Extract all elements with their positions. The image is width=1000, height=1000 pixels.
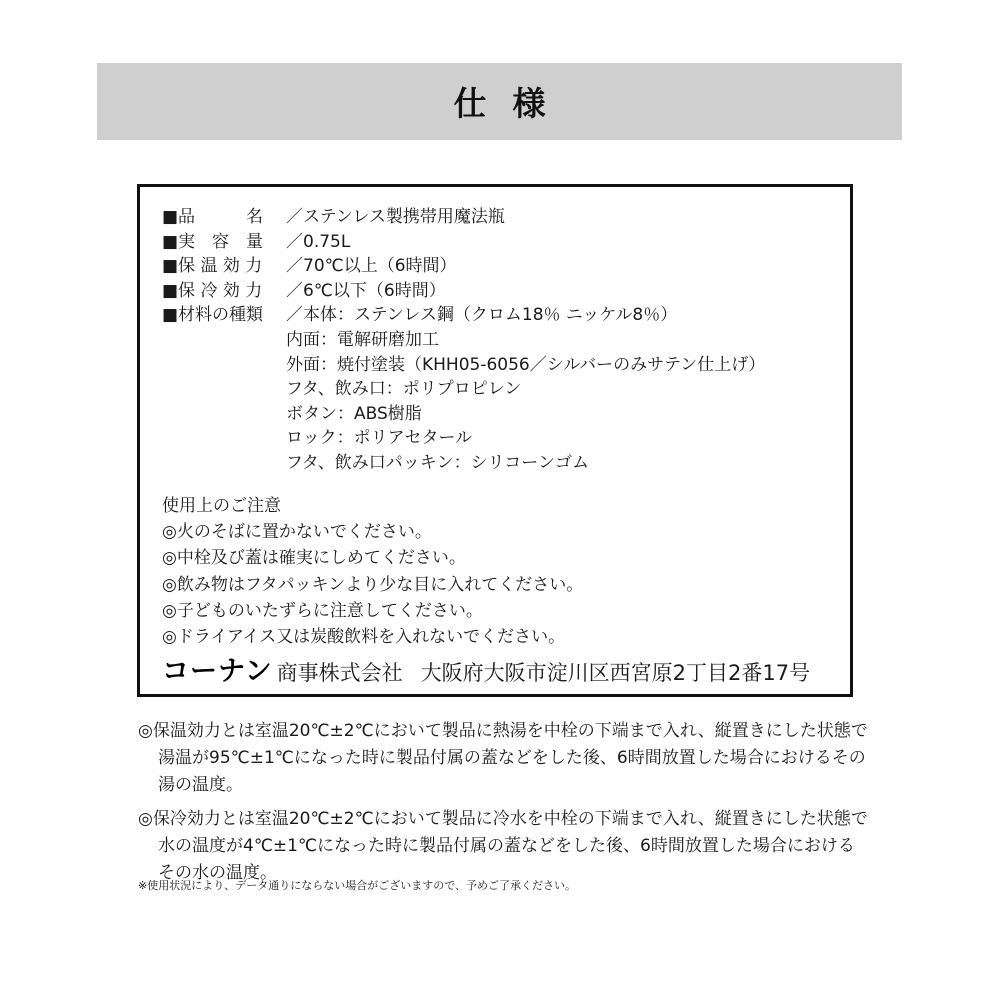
material-item: 外面：焼付塗装（KHH05-6056／シルバーのみサテン仕上げ）	[286, 354, 766, 375]
company-info	[162, 649, 810, 688]
company-logo: コーナン	[162, 656, 273, 687]
spec-row-materials	[162, 303, 765, 328]
spec-row-cold-retention	[162, 279, 765, 304]
material-item: フタ、飲み口：ポリプロピレン	[286, 379, 522, 400]
caution-item: ◎火のそばに置かないでください。	[162, 522, 432, 543]
spec-value: ／本体：ステンレス鋼（クロム18％ ニッケル8％）	[286, 305, 678, 326]
spec-key: ■品 名	[162, 207, 264, 227]
material-item: フタ、飲み口パッキン：シリコーンゴム	[286, 452, 589, 473]
caution-item: ◎子どものいたずらに注意してください。	[162, 600, 483, 621]
spec-row-product-name	[162, 205, 765, 230]
footnote: ※使用状況により、データ通りにならない場合がございますので、予めご了承ください。	[138, 879, 576, 892]
spec-value: ／6℃以下（6時間）	[286, 280, 446, 301]
caution-item: ◎飲み物はフタパッキンより少な目に入れてください。	[162, 574, 584, 595]
spec-key: ■保 温 効 力	[162, 256, 263, 277]
spec-key: ■保 冷 効 力	[162, 280, 263, 301]
spec-key: ■実 容 量	[162, 231, 264, 252]
spec-value: ／70℃以上（6時間）	[286, 256, 457, 277]
caution-item: ◎中栓及び蓋は確実にしめてください。	[162, 548, 466, 569]
notes-section	[138, 718, 868, 894]
caution-section	[162, 493, 583, 650]
spec-box	[137, 184, 853, 697]
material-item: 内面：電解研磨加工	[286, 329, 439, 350]
spec-key: ■材料の種類	[162, 305, 264, 326]
caution-item: ◎ドライアイス又は炭酸飲料を入れないでください。	[162, 627, 566, 648]
material-item: ボタン：ABS樹脂	[286, 403, 422, 424]
note-cold-retention: ◎保冷効力とは室温20℃±2℃において製品に冷水を中栓の下端まで入れ、縦置きにした状態で水の温度が4℃±1℃になった時に製品付属の蓋などをした後、6時間放置した場合におけるその水の温度。	[138, 809, 868, 883]
material-item: ロック：ポリアセタール	[286, 428, 473, 449]
caution-heading: 使用上のご注意	[162, 496, 281, 516]
spec-value: ／0.75L	[286, 231, 351, 252]
company-address: 大阪府大阪市淀川区西宮原2丁目2番17号	[420, 661, 811, 685]
spec-header-bar	[97, 63, 902, 140]
spec-list	[162, 205, 765, 476]
spec-row-heat-retention	[162, 254, 765, 279]
company-name: 商事株式会社	[276, 661, 403, 685]
spec-row-capacity	[162, 230, 765, 255]
page-title: 仕様	[453, 84, 572, 123]
note-heat-retention: ◎保温効力とは室温20℃±2℃において製品に熱湯を中栓の下端まで入れ、縦置きにした状態で湯温が95℃±1℃になった時に製品付属の蓋などをした後、6時間放置した場合におけるその湯の温度。	[138, 721, 868, 795]
spec-value: ／ステンレス製携帯用魔法瓶	[286, 207, 505, 227]
